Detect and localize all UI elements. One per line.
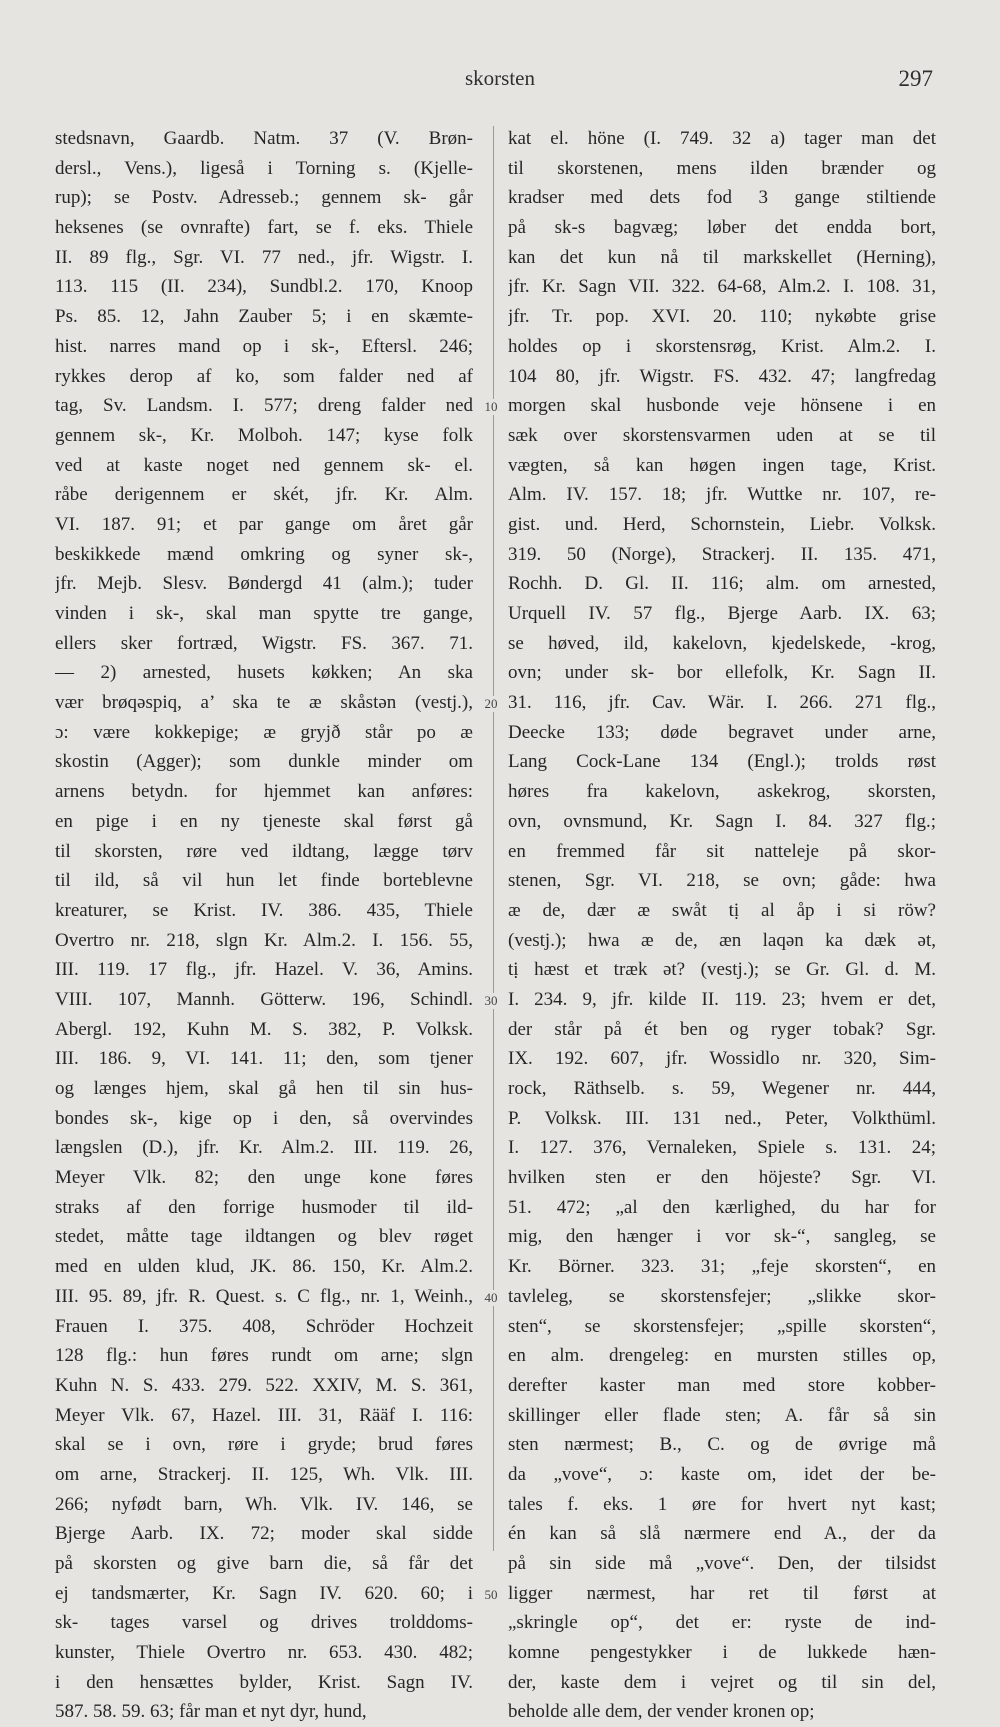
text-line: gist. und. Herd, Schornstein, Liebr. Volksk. (508, 513, 936, 535)
text-line: og længes hjem, skal gå hen til sin hus- (55, 1078, 473, 1099)
text-line: der står på ét ben og ryger tobak? Sgr. (508, 1018, 936, 1040)
text-line: sten“, se skorstensfejer; „spille skorsten“, (508, 1315, 936, 1337)
text-line: VIII. 107, Mannh. Götterw. 196, Schindl. (55, 988, 473, 1010)
text-line: da „vove“, ɔ: kaste om, idet der be- (508, 1463, 936, 1485)
text-line: råbe derigennem er skét, jfr. Kr. Alm. (55, 484, 473, 506)
text-line: på skorsten og give barn die, så får det (55, 1553, 473, 1574)
text-line: 587. 58. 59. 63; får man et nyt dyr, hund, (55, 1701, 367, 1723)
page-number: 297 (898, 66, 933, 91)
text-line: I. 234. 9, jfr. kilde II. 119. 23; hvem er det, (508, 988, 936, 1010)
text-line: tales f. eks. 1 øre for hvert nyt kast; (508, 1493, 936, 1515)
text-line: III. 186. 9, VI. 141. 11; den, som tjener (55, 1048, 473, 1070)
text-line: kat el. höne (I. 749. 32 a) tager man det (508, 128, 936, 149)
text-line: én kan så slå nærmere end A., der da (508, 1523, 936, 1545)
text-line: Kuhn N. S. 433. 279. 522. XXIV, M. S. 361, (55, 1374, 473, 1396)
text-line: en pige i en ny tjeneste skal først gå (55, 810, 473, 832)
text-line: 113. 115 (II. 234), Sundbl.2. 170, Knoop (55, 276, 473, 298)
text-line: dersl., Vens.), ligeså i Torning s. (Kjelle- (55, 157, 473, 179)
text-line: 266; nyfødt barn, Wh. Vlk. IV. 146, se (55, 1493, 473, 1515)
text-line: længslen (D.), jfr. Kr. Alm.2. III. 119. 26, (55, 1137, 473, 1159)
text-line: kan det kun nå til markskellet (Herning), (508, 246, 936, 268)
text-line: rykkes derop af ko, som falder ned af (55, 365, 473, 387)
text-line: stenen, Sgr. VI. 218, se ovn; gåde: hwa (508, 870, 936, 892)
text-line: hist. narres mand op i sk-, Eftersl. 246; (55, 335, 473, 357)
text-line: Deecke 133; døde begravet under arne, (508, 721, 936, 743)
text-line: til skorsten, røre ved ildtang, lægge tørv (55, 840, 473, 862)
text-line: jfr. Tr. pop. XVI. 20. 110; nykøbte grise (508, 306, 936, 328)
text-line: vinden i sk-, skal man spytte tre gange, (55, 603, 473, 624)
text-line: ovn, ovnsmund, Kr. Sagn I. 84. 327 flg.; (508, 810, 936, 832)
text-line: til skorstenen, mens ilden brænder og (508, 157, 936, 179)
text-line: tavleleg, se skorstensfejer; „slikke skor- (508, 1285, 936, 1307)
text-line: Kr. Börner. 323. 31; „feje skorsten“, en (508, 1256, 936, 1278)
text-line: Abergl. 192, Kuhn M. S. 382, P. Volksk. (55, 1018, 473, 1040)
text-line: vægten, så kan høgen ingen tage, Krist. (508, 454, 936, 476)
text-line: holdes op i skorstensrøg, Krist. Alm.2. I. (508, 335, 936, 357)
text-line: beskikkede mænd omkring og syner sk-, (55, 543, 473, 565)
text-line: jfr. Kr. Sagn VII. 322. 64-68, Alm.2. I. 108. 31, (508, 276, 936, 298)
text-line: kradser med dets fod 3 gange stiltiende (508, 187, 936, 209)
text-line: straks af den forrige husmoder til ild- (55, 1196, 473, 1218)
text-line: ɔ: være kokkepige; æ gryjð står po æ (55, 721, 473, 743)
text-line: på sin side må „vove“. Den, der tilsidst (508, 1553, 936, 1574)
text-line: beholde alle dem, der vender kronen op; (508, 1701, 815, 1723)
text-line: Rochh. D. Gl. II. 116; alm. om arnested, (508, 573, 936, 595)
text-line: Overtro nr. 218, slgn Kr. Alm.2. I. 156. 55, (55, 929, 473, 951)
text-line: stedsnavn, Gaardb. Natm. 37 (V. Brøn- (55, 128, 473, 149)
text-line: skal se i ovn, røre i gryde; brud føres (55, 1434, 473, 1456)
text-line: komne pengestykker i de lukkede hæn- (508, 1642, 936, 1664)
text-line: skillinger eller flade sten; A. får så sin (508, 1404, 936, 1426)
text-line: Meyer Vlk. 82; den unge kone føres (55, 1167, 473, 1189)
text-line: derefter kaster man med store kobber- (508, 1374, 936, 1396)
margin-line-number: 20 (479, 696, 503, 712)
text-line: jfr. Mejb. Slesv. Bøndergd 41 (alm.); tuder (55, 573, 473, 595)
text-line: II. 89 flg., Sgr. VI. 77 ned., jfr. Wigstr. I. (55, 246, 473, 268)
text-line: kreaturer, se Krist. IV. 386. 435, Thiele (55, 899, 473, 921)
margin-line-number: 30 (479, 993, 503, 1009)
column-divider (493, 126, 494, 1551)
text-line: 104 80, jfr. Wigstr. FS. 432. 47; langfredag (508, 365, 936, 387)
margin-line-number: 50 (479, 1587, 503, 1603)
text-line: æ de, dær æ swåt tị al åp i si röw? (508, 899, 936, 921)
text-line: tị hæst et træk ət? (vestj.); se Gr. Gl. d. M. (508, 959, 936, 981)
text-line: ellers sker fortræd, Wigstr. FS. 367. 71. (55, 632, 473, 654)
text-line: IX. 192. 607, jfr. Wossidlo nr. 320, Sim- (508, 1048, 936, 1070)
text-line: Meyer Vlk. 67, Hazel. III. 31, Rääf I. 116: (55, 1404, 473, 1426)
text-line: til ild, så vil hun let finde borteblevne (55, 870, 473, 892)
text-line: ligger nærmest, har ret til først at (508, 1582, 936, 1604)
left-column (55, 124, 473, 1727)
text-line: stedet, måtte tage ildtangen og blev røget (55, 1226, 473, 1248)
text-line: høres fra kakelovn, askekrog, skorsten, (508, 781, 936, 803)
text-line: gennem sk-, Kr. Molboh. 147; kyse folk (55, 424, 473, 446)
text-line: ved at kaste noget ned gennem sk- el. (55, 454, 473, 476)
text-line: om arne, Strackerj. II. 125, Wh. Vlk. III. (55, 1463, 473, 1485)
text-line: sk- tages varsel og drives trolddoms- (55, 1612, 473, 1634)
text-line: med en ulden klud, JK. 86. 150, Kr. Alm.2. (55, 1256, 473, 1278)
text-line: Bjerge Aarb. IX. 72; moder skal sidde (55, 1523, 473, 1545)
text-line: på sk-s bagvæg; løber det endda bort, (508, 217, 936, 239)
text-line: sæk over skorstensvarmen uden at se til (508, 424, 936, 446)
text-line: der, kaste dem i vejret og til sin del, (508, 1671, 936, 1693)
text-line: Alm. IV. 157. 18; jfr. Wuttke nr. 107, re- (508, 484, 936, 506)
text-line: „skringle op“, det er: ryste de ind- (508, 1612, 936, 1634)
text-line: — 2) arnested, husets køkken; An ska (55, 662, 473, 684)
running-title: skorsten (465, 66, 535, 90)
text-line: skostin (Agger); som dunkle minder om (55, 751, 473, 773)
text-line: III. 119. 17 flg., jfr. Hazel. V. 36, Amins. (55, 959, 473, 981)
text-line: rock, Räthselb. s. 59, Wegener nr. 444, (508, 1078, 936, 1099)
text-line: ej tandsmærter, Kr. Sagn IV. 620. 60; i (55, 1582, 473, 1604)
text-line: hvilken sten er den höjeste? Sgr. VI. (508, 1167, 936, 1189)
text-line: se høved, ild, kakelovn, kjedelskede, -krog, (508, 632, 936, 654)
text-line: III. 95. 89, jfr. R. Quest. s. C flg., nr. 1, Weinh., (55, 1285, 473, 1307)
margin-line-number: 10 (479, 399, 503, 415)
text-line: kunster, Thiele Overtro nr. 653. 430. 482; (55, 1642, 473, 1664)
text-line: 31. 116, jfr. Cav. Wär. I. 266. 271 flg., (508, 692, 936, 714)
text-line: 319. 50 (Norge), Strackerj. II. 135. 471, (508, 543, 936, 565)
text-line: en fremmed får sit natteleje på skor- (508, 840, 936, 862)
text-line: Urquell IV. 57 flg., Bjerge Aarb. IX. 63; (508, 603, 936, 624)
text-line: Lang Cock-Lane 134 (Engl.); trolds røst (508, 751, 936, 773)
text-line: morgen skal husbonde veje hönsene i en (508, 395, 936, 417)
text-line: tag, Sv. Landsm. I. 577; dreng falder ned (55, 395, 473, 417)
margin-line-number: 40 (479, 1290, 503, 1306)
text-line: 51. 472; „al den kærlighed, du har for (508, 1196, 936, 1218)
text-line: heksenes (se ovnrafte) fart, se f. eks. Thiele (55, 217, 473, 239)
text-line: i den hensættes bylder, Krist. Sagn IV. (55, 1671, 473, 1693)
text-line: (vestj.); hwa æ de, æn laqən ka dæk ət, (508, 929, 936, 951)
text-line: Ps. 85. 12, Jahn Zauber 5; i en skæmte- (55, 306, 473, 328)
text-line: en alm. drengeleg: en mursten stilles op, (508, 1345, 936, 1367)
text-line: bondes sk-, kige op i den, så overvindes (55, 1107, 473, 1129)
text-line: sten nærmest; B., C. og de øvrige må (508, 1434, 936, 1456)
text-line: P. Volksk. III. 131 ned., Peter, Volkthüml. (508, 1107, 936, 1129)
text-line: ovn; under sk- bor ellefolk, Kr. Sagn II. (508, 662, 936, 684)
text-line: rup); se Postv. Adresseb.; gennem sk- går (55, 187, 473, 209)
right-column (508, 124, 936, 1727)
text-line: arnens betydn. for hjemmet kan anføres: (55, 781, 473, 803)
text-line: vær brøqəspiq, a’ ska te æ skåstən (vestj.), (55, 692, 473, 714)
text-line: VI. 187. 91; et par gange om året går (55, 513, 473, 535)
text-line: Frauen I. 375. 408, Schröder Hochzeit (55, 1315, 473, 1337)
text-line: I. 127. 376, Vernaleken, Spiele s. 131. 24; (508, 1137, 936, 1159)
text-line: 128 flg.: hun føres rundt om arne; slgn (55, 1345, 473, 1367)
text-line: mig, den hænger i vor sk-“, sangleg, se (508, 1226, 936, 1248)
